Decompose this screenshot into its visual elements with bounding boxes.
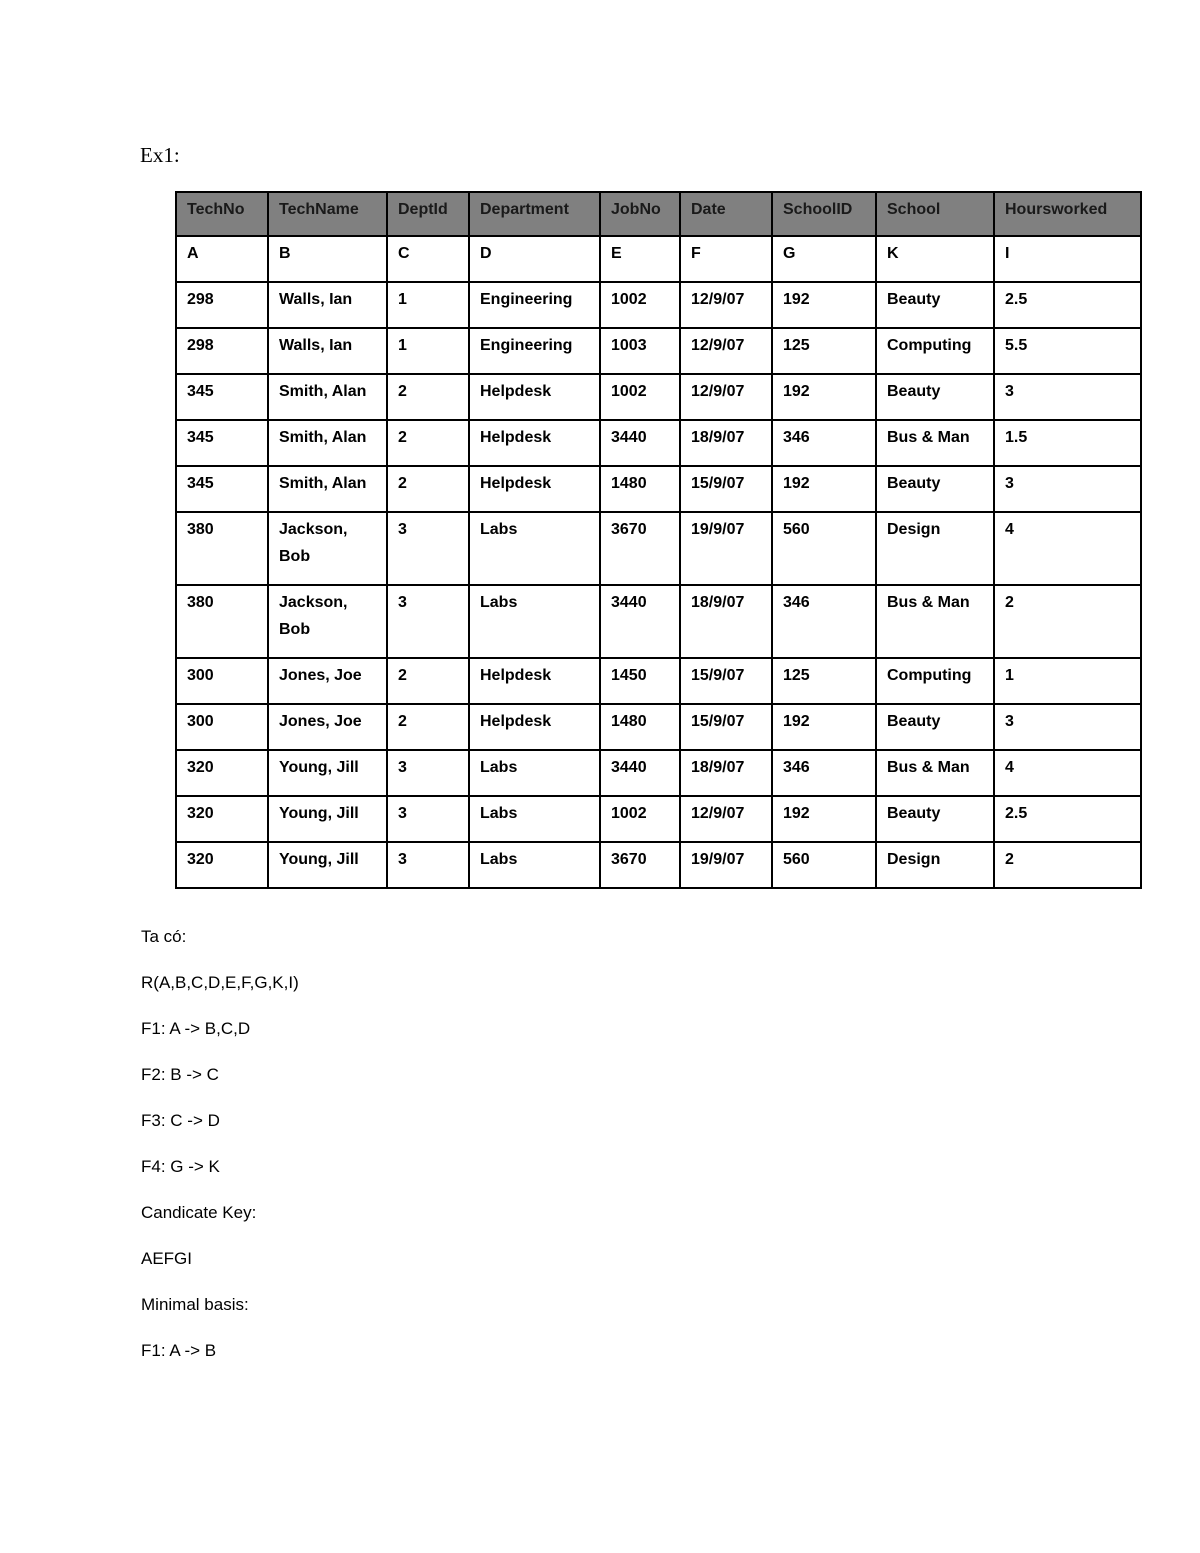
table-cell: Helpdesk <box>469 420 600 466</box>
table-cell: 345 <box>176 420 268 466</box>
table-row <box>176 796 1141 842</box>
functional-dependency: F2: B -> C <box>141 1065 219 1084</box>
table-cell: Helpdesk <box>469 466 600 512</box>
table-cell: 19/9/07 <box>680 842 772 888</box>
table-cell: Computing <box>876 328 994 374</box>
attribute-letter-row <box>176 236 1141 282</box>
letter-cell: I <box>994 236 1141 282</box>
table-cell: 1450 <box>600 658 680 704</box>
minimal-basis-dependency: F1: A -> B <box>141 1341 217 1360</box>
table-cell: 1 <box>994 658 1141 704</box>
table-cell: Bus & Man <box>876 420 994 466</box>
table-cell: Beauty <box>876 374 994 420</box>
functional-dependency: F1: A -> B,C,D <box>141 1019 251 1038</box>
table-cell: 300 <box>176 704 268 750</box>
table-cell: 2 <box>387 704 469 750</box>
table-row <box>176 420 1141 466</box>
letter-cell: F <box>680 236 772 282</box>
table-cell: 320 <box>176 842 268 888</box>
table-cell: Beauty <box>876 796 994 842</box>
table-cell: 192 <box>772 374 876 420</box>
table-cell: 3 <box>387 512 469 585</box>
letter-cell: K <box>876 236 994 282</box>
table-cell: 125 <box>772 328 876 374</box>
table-cell: 12/9/07 <box>680 328 772 374</box>
header-cell: Date <box>680 192 772 236</box>
header-cell: SchoolID <box>772 192 876 236</box>
letter-cell: E <box>600 236 680 282</box>
table-row <box>176 282 1141 328</box>
table-cell: Labs <box>469 585 600 658</box>
table-cell: 4 <box>994 750 1141 796</box>
table-row <box>176 466 1141 512</box>
table-cell: Engineering <box>469 282 600 328</box>
table-cell: Bus & Man <box>876 585 994 658</box>
header-row <box>176 192 1141 236</box>
table-cell: Bus & Man <box>876 750 994 796</box>
table-cell: 125 <box>772 658 876 704</box>
table-cell: 18/9/07 <box>680 750 772 796</box>
table-cell: 15/9/07 <box>680 658 772 704</box>
table-cell: 3440 <box>600 420 680 466</box>
table-cell: 15/9/07 <box>680 466 772 512</box>
table-cell: 346 <box>772 750 876 796</box>
table-cell: 4 <box>994 512 1141 585</box>
table-row <box>176 658 1141 704</box>
table-cell: 345 <box>176 466 268 512</box>
table-cell: 380 <box>176 585 268 658</box>
table-cell: 12/9/07 <box>680 796 772 842</box>
table-cell: Labs <box>469 796 600 842</box>
table-cell: 1 <box>387 282 469 328</box>
table-row <box>176 842 1141 888</box>
table-cell: Young, Jill <box>268 842 387 888</box>
minimal-basis-label: Minimal basis: <box>141 1295 249 1314</box>
table-row <box>176 328 1141 374</box>
tech-jobs-table <box>175 191 1142 889</box>
table-cell: 2 <box>387 374 469 420</box>
table-cell: 380 <box>176 512 268 585</box>
table-cell: Computing <box>876 658 994 704</box>
table-cell: 192 <box>772 704 876 750</box>
table-cell: 18/9/07 <box>680 420 772 466</box>
note-intro: Ta có: <box>141 927 187 946</box>
table-cell: 346 <box>772 585 876 658</box>
table-cell: Design <box>876 512 994 585</box>
table-cell: 1002 <box>600 374 680 420</box>
notes-section <box>141 925 299 1385</box>
table-cell: 346 <box>772 420 876 466</box>
table-cell: Engineering <box>469 328 600 374</box>
table-cell: 15/9/07 <box>680 704 772 750</box>
table-cell: 560 <box>772 512 876 585</box>
table-cell: 2 <box>387 420 469 466</box>
table-cell: Beauty <box>876 704 994 750</box>
table-row <box>176 512 1141 585</box>
table-cell: Beauty <box>876 282 994 328</box>
table-cell: 192 <box>772 466 876 512</box>
table-cell: 5.5 <box>994 328 1141 374</box>
table-cell: 12/9/07 <box>680 282 772 328</box>
table-cell: 3670 <box>600 842 680 888</box>
table-cell: Walls, Ian <box>268 282 387 328</box>
table-cell: 2 <box>994 585 1141 658</box>
table-cell: 2.5 <box>994 282 1141 328</box>
table-cell: Smith, Alan <box>268 374 387 420</box>
table-cell: 3 <box>387 842 469 888</box>
table-cell: Jackson, Bob <box>268 512 387 585</box>
letter-cell: A <box>176 236 268 282</box>
letter-cell: G <box>772 236 876 282</box>
header-cell: TechName <box>268 192 387 236</box>
functional-dependency: F3: C -> D <box>141 1111 220 1130</box>
table-cell: 192 <box>772 282 876 328</box>
table-cell: Labs <box>469 512 600 585</box>
relation-schema: R(A,B,C,D,E,F,G,K,I) <box>141 973 299 992</box>
table-cell: Design <box>876 842 994 888</box>
letter-cell: B <box>268 236 387 282</box>
table-cell: Helpdesk <box>469 658 600 704</box>
table-cell: 3 <box>387 796 469 842</box>
table-cell: 298 <box>176 328 268 374</box>
exercise-heading: Ex1: <box>140 143 180 167</box>
table-cell: 1002 <box>600 282 680 328</box>
table-cell: 19/9/07 <box>680 512 772 585</box>
table-cell: 298 <box>176 282 268 328</box>
letter-cell: C <box>387 236 469 282</box>
header-cell: TechNo <box>176 192 268 236</box>
header-cell: JobNo <box>600 192 680 236</box>
header-cell: Department <box>469 192 600 236</box>
header-cell: School <box>876 192 994 236</box>
table-cell: 192 <box>772 796 876 842</box>
table-cell: 3 <box>387 585 469 658</box>
table-cell: 1480 <box>600 466 680 512</box>
table-cell: Walls, Ian <box>268 328 387 374</box>
table-cell: 3 <box>994 374 1141 420</box>
table-row <box>176 750 1141 796</box>
table-cell: 2 <box>387 466 469 512</box>
table-cell: 3440 <box>600 750 680 796</box>
table-cell: Jackson, Bob <box>268 585 387 658</box>
table-cell: 3 <box>387 750 469 796</box>
candidate-key-value: AEFGI <box>141 1249 193 1268</box>
table-cell: Smith, Alan <box>268 420 387 466</box>
table-cell: 1 <box>387 328 469 374</box>
table-cell: Young, Jill <box>268 750 387 796</box>
candidate-key-label: Candicate Key: <box>141 1203 257 1222</box>
table-cell: 2 <box>994 842 1141 888</box>
table-cell: 1480 <box>600 704 680 750</box>
table-cell: 3670 <box>600 512 680 585</box>
table-cell: 300 <box>176 658 268 704</box>
table-cell: 3 <box>994 704 1141 750</box>
header-cell: Hoursworked <box>994 192 1141 236</box>
table-cell: Young, Jill <box>268 796 387 842</box>
table-cell: 1.5 <box>994 420 1141 466</box>
table-row <box>176 585 1141 658</box>
header-cell: DeptId <box>387 192 469 236</box>
table-cell: 1002 <box>600 796 680 842</box>
table-cell: 320 <box>176 750 268 796</box>
table-cell: 2 <box>387 658 469 704</box>
table-cell: 12/9/07 <box>680 374 772 420</box>
table-cell: Helpdesk <box>469 374 600 420</box>
table-cell: 320 <box>176 796 268 842</box>
table-cell: 3440 <box>600 585 680 658</box>
table-cell: 3 <box>994 466 1141 512</box>
table-cell: Labs <box>469 750 600 796</box>
table-row <box>176 374 1141 420</box>
letter-cell: D <box>469 236 600 282</box>
table-cell: 2.5 <box>994 796 1141 842</box>
table-cell: Jones, Joe <box>268 658 387 704</box>
functional-dependency: F4: G -> K <box>141 1157 220 1176</box>
table-cell: Smith, Alan <box>268 466 387 512</box>
table-cell: Beauty <box>876 466 994 512</box>
table-cell: 345 <box>176 374 268 420</box>
table-cell: 1003 <box>600 328 680 374</box>
table-cell: Helpdesk <box>469 704 600 750</box>
table-row <box>176 704 1141 750</box>
table-cell: 560 <box>772 842 876 888</box>
table-cell: Jones, Joe <box>268 704 387 750</box>
table-cell: Labs <box>469 842 600 888</box>
table-cell: 18/9/07 <box>680 585 772 658</box>
